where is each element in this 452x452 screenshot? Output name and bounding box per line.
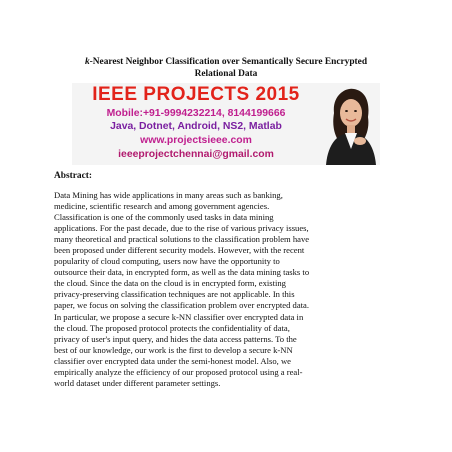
abstract-line: medicine, scientific research and among government agencies. <box>54 201 270 212</box>
banner-email: ieeeprojectchennai@gmail.com <box>118 149 274 160</box>
title-line-2: Relational Data <box>194 69 258 79</box>
abstract-line: the cloud. Since the data on the cloud is in encrypted form, existing <box>54 278 286 289</box>
advertisement-banner <box>72 83 380 165</box>
abstract-line: paper, we focus on solving the classification problem over encrypted data. <box>54 300 309 311</box>
abstract-line: outsource their data, in encrypted form, as well as the data mining tasks to <box>54 267 310 278</box>
abstract-line: best of our knowledge, our work is the first to develop a secure k-NN <box>54 344 293 355</box>
abstract-line: classifier over encrypted data under the semi-honest model. Also, we <box>54 355 291 366</box>
banner-headline: IEEE PROJECTS 2015 <box>92 84 300 105</box>
abstract-line: popularity of cloud computing, users now have the opportunity to <box>54 256 280 267</box>
abstract-line: been proposed under different security models. However, with the recent <box>54 245 305 256</box>
abstract-line: world dataset under different parameter settings. <box>54 377 221 388</box>
abstract-line: the cloud. The proposed protocol protects the confidentiality of data, <box>54 322 290 333</box>
title-line-1: -Nearest Neighbor Classification over Semantically Secure Encrypted <box>89 57 368 67</box>
abstract-line: applications. For the past decade, due to the rise of various privacy issues, <box>54 223 309 234</box>
abstract-line: privacy-preserving classification techniques are not applicable. In this <box>54 289 295 300</box>
banner-mobile: Mobile:+91-9994232214, 8144199666 <box>106 108 286 119</box>
abstract-line: Data Mining has wide applications in many areas such as banking, <box>54 190 283 200</box>
title-italic-k: k <box>84 57 90 67</box>
abstract-body <box>54 190 398 389</box>
banner-technologies: Java, Dotnet, Android, NS2, Matlab <box>110 121 282 132</box>
person-photo-icon <box>318 83 380 165</box>
abstract-heading: Abstract: <box>54 171 93 181</box>
abstract-line: many theoretical and practical solutions to the classification problem have <box>54 234 310 245</box>
abstract-line: In particular, we propose a secure k-NN classifier over encrypted data in <box>54 311 304 322</box>
abstract-line: empirically analyze the efficiency of our proposed protocol using a real- <box>54 366 303 377</box>
paper-title <box>40 56 412 80</box>
banner-website: www.projectsieee.com <box>140 135 252 146</box>
abstract-line: Classification is one of the commonly used tasks in data mining <box>54 212 274 223</box>
abstract-line: privacy of user's input query, and hides the data access patterns. To the <box>54 333 297 344</box>
